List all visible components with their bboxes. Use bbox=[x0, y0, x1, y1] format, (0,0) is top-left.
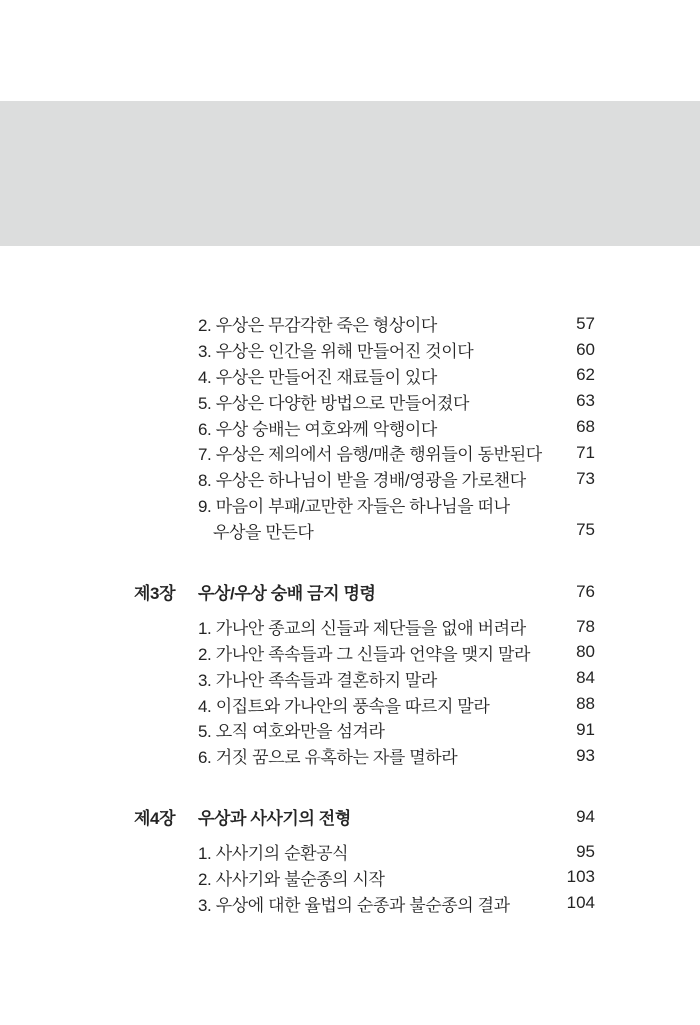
toc-entry-label: 3. 우상은 인간을 위해 만들어진 것이다 bbox=[198, 342, 474, 362]
toc-entry bbox=[198, 337, 595, 363]
toc-entry-page: 68 bbox=[576, 417, 595, 437]
toc-entry bbox=[198, 388, 595, 414]
toc-entry-label: 6. 우상 숭배는 여호와께 악행이다 bbox=[198, 419, 437, 439]
toc-entry-label: 1. 사사기의 순환공식 bbox=[198, 844, 349, 864]
chapter-items bbox=[198, 839, 595, 916]
toc-entry bbox=[198, 492, 595, 518]
toc-entry-page: 78 bbox=[576, 616, 595, 636]
chapter-number: 제4장 bbox=[134, 809, 176, 829]
toc-entry bbox=[198, 890, 595, 916]
toc-entry-page: 104 bbox=[566, 893, 595, 913]
toc-entry bbox=[198, 717, 595, 743]
toc-entry-label: 7. 우상은 제의에서 음행/매춘 행위들이 동반된다 bbox=[198, 445, 542, 465]
chapter-title: 우상과 사사기의 전형 bbox=[198, 809, 351, 829]
toc-entry-label: 5. 우상은 다양한 방법으로 만들어졌다 bbox=[198, 393, 469, 413]
toc-entry bbox=[198, 691, 595, 717]
gray-header-band bbox=[0, 101, 700, 246]
toc-section-chapter4 bbox=[134, 804, 595, 916]
toc-entry-page: 103 bbox=[566, 867, 595, 887]
toc-entry-label: 우상을 만든다 bbox=[213, 522, 314, 542]
toc-entry-label: 3. 우상에 대한 율법의 순종과 불순종의 결과 bbox=[198, 895, 510, 915]
toc-section-chapter3 bbox=[134, 579, 595, 769]
toc-entry-label: 3. 가나안 족속들과 결혼하지 말라 bbox=[198, 670, 437, 690]
chapter-heading bbox=[134, 579, 595, 605]
toc-entry-page: 73 bbox=[576, 468, 595, 488]
toc-entry-page: 62 bbox=[576, 365, 595, 385]
toc-entry-page: 91 bbox=[576, 719, 595, 739]
toc-entry bbox=[198, 311, 595, 337]
chapter-page: 76 bbox=[576, 581, 595, 601]
toc-entry-label: 2. 우상은 무감각한 죽은 형상이다 bbox=[198, 316, 437, 336]
toc-entry bbox=[198, 865, 595, 891]
toc-entry bbox=[198, 440, 595, 466]
toc-entry bbox=[198, 839, 595, 865]
toc-entry bbox=[198, 640, 595, 666]
toc-entry-page: 71 bbox=[576, 442, 595, 462]
chapter-heading bbox=[134, 804, 595, 830]
toc-entry-page: 84 bbox=[576, 668, 595, 688]
toc-section-continued bbox=[198, 311, 595, 543]
toc-entry bbox=[198, 363, 595, 389]
chapter-number: 제3장 bbox=[134, 584, 176, 604]
toc-entry-page: 57 bbox=[576, 313, 595, 333]
toc-entry bbox=[198, 614, 595, 640]
toc-entry-continuation bbox=[198, 517, 595, 543]
chapter-page: 94 bbox=[576, 806, 595, 826]
chapter-title: 우상/우상 숭배 금지 명령 bbox=[198, 584, 376, 604]
toc-entry-page: 93 bbox=[576, 745, 595, 765]
toc-entry-page: 63 bbox=[576, 391, 595, 411]
toc-entry-label: 9. 마음이 부패/교만한 자들은 하나님을 떠나 bbox=[198, 496, 510, 516]
toc-entry-label: 5. 오직 여호와만을 섬겨라 bbox=[198, 722, 385, 742]
toc-entry bbox=[198, 743, 595, 769]
toc-entry-page: 95 bbox=[576, 841, 595, 861]
toc-entry-label: 4. 이집트와 가나안의 풍속을 따르지 말라 bbox=[198, 696, 490, 716]
toc-entry-page: 88 bbox=[576, 694, 595, 714]
toc-entry bbox=[198, 466, 595, 492]
toc-entry-label: 6. 거짓 꿈으로 유혹하는 자를 멸하라 bbox=[198, 748, 458, 768]
toc-entry-label: 2. 사사기와 불순종의 시작 bbox=[198, 869, 385, 889]
toc-entry-page: 80 bbox=[576, 642, 595, 662]
toc-entry-label: 8. 우상은 하나님이 받을 경배/영광을 가로챈다 bbox=[198, 471, 526, 491]
chapter-items bbox=[198, 614, 595, 769]
toc-entry bbox=[198, 414, 595, 440]
toc-entry bbox=[198, 665, 595, 691]
toc-entry-label: 4. 우상은 만들어진 재료들이 있다 bbox=[198, 367, 437, 387]
toc-entry-label: 2. 가나안 족속들과 그 신들과 언약을 맺지 말라 bbox=[198, 644, 531, 664]
toc-entry-label: 1. 가나안 종교의 신들과 제단들을 없애 버려라 bbox=[198, 619, 526, 639]
toc-entry-page: 60 bbox=[576, 339, 595, 359]
toc-entry-page: 75 bbox=[576, 520, 595, 540]
